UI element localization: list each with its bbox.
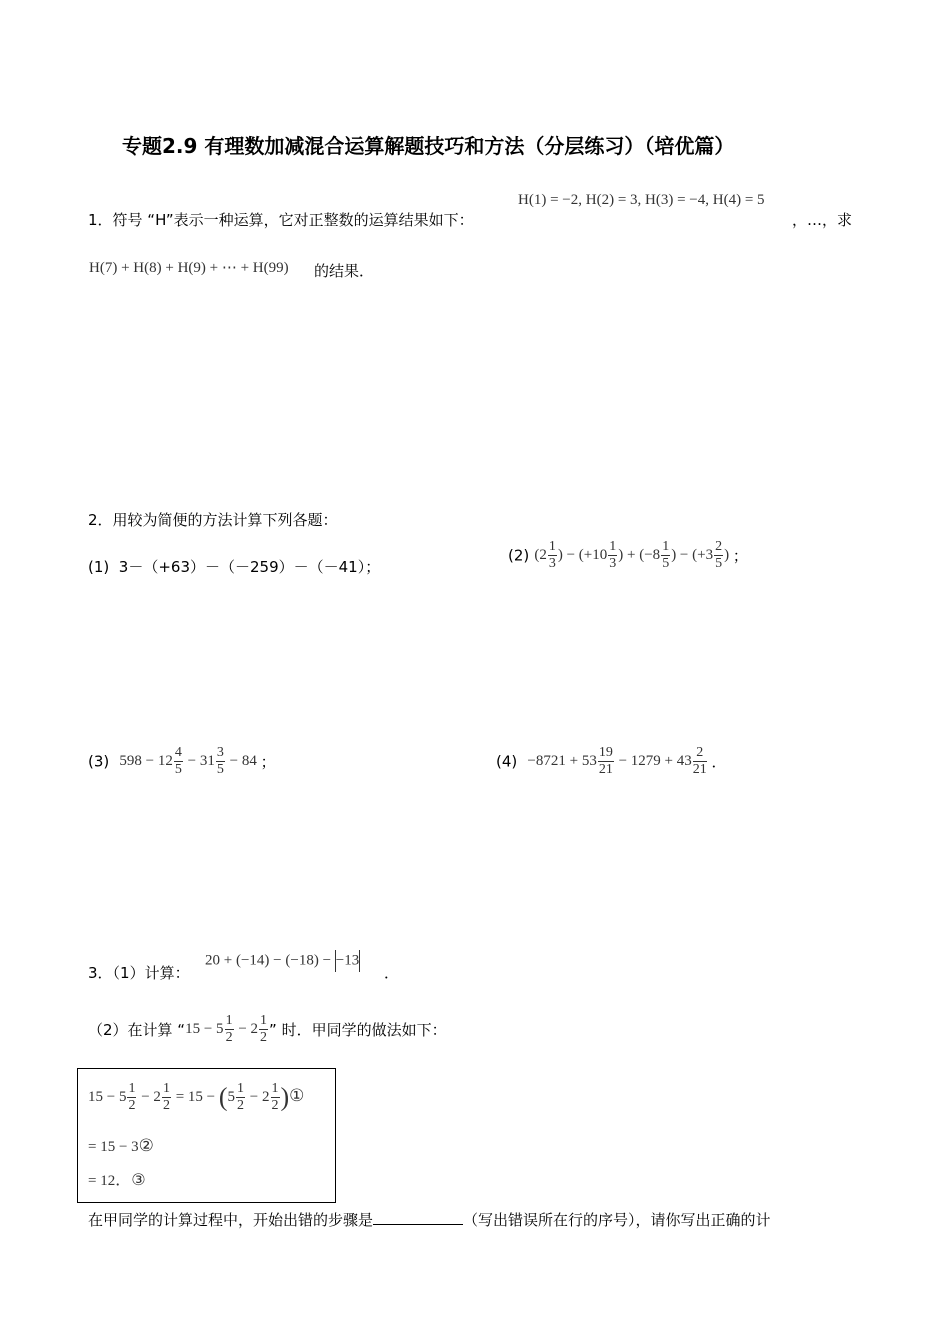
expr-text: = 12 [88,1173,116,1189]
q1-tail2: 的结果． [314,262,375,280]
expr-text: − 84 [225,752,257,769]
q3-part2-expr [185,1013,269,1045]
q2-part3-tail: ； [260,753,276,771]
box-line-2 [88,1136,154,1156]
q2-part3-num: (3) [88,752,110,771]
q3-part2-post: ” 时．甲同学的做法如下： [269,1021,447,1039]
fraction: $\frac{1}{2}$ [162,1081,170,1113]
fraction: $\frac{1}{2}$ [271,1081,279,1113]
expr-text: − 2 [137,1088,161,1105]
expr-text: = 15 − [171,1088,219,1105]
q1-formula2: H(7) + H(8) + H(9) + ⋯ + H(99) [89,260,289,276]
expr-text: −8721 + 53 [527,752,597,769]
expr-text: ) − (+10 [557,546,608,563]
q3-expr1-tail: ． [384,964,400,982]
q3-label: 3．（1）计算： [88,964,190,982]
expr-text: − 1279 + 43 [614,752,692,769]
q2-part4-num: (4) [496,752,518,771]
fraction: $\frac{1}{5}$ [662,539,670,571]
expr-text: − 31 [183,752,215,769]
q2-part1-num: (1) [88,558,110,576]
q2-part2-expr [534,539,733,571]
q2-part4-tail: ． [711,753,727,771]
step-marker: ① [289,1085,305,1106]
fraction: $\frac{1}{2}$ [260,1013,268,1045]
box-line-1 [88,1082,304,1113]
answer-blank[interactable] [373,1210,463,1225]
q2-part3-expr [119,745,260,777]
q1-formula: H(1) = −2, H(2) = 3, H(3) = −4, H(4) = 5 [518,192,765,208]
last-line-pre: 在甲同学的计算过程中，开始出错的步骤是 [88,1211,374,1229]
q2-label: 2．用较为简便的方法计算下列各题： [88,511,338,529]
q3-part2-pre: （2）在计算 “ [88,1021,186,1039]
q1-tail: ，…，求 [792,211,853,229]
expr-text: ) + (−8 [618,546,661,563]
q2-part1 [88,556,380,577]
expr-text: 5 [227,1088,236,1105]
q2-part2-num: (2) [508,546,530,565]
expr-text: 598 − 12 [119,752,173,769]
fraction: $\frac{1}{3}$ [548,539,556,571]
expr-text: 15 − 5 [88,1088,127,1105]
fraction: $\frac{1}{2}$ [128,1081,136,1113]
paren-right: ) [280,1082,290,1112]
fraction: $\frac{1}{2}$ [237,1081,245,1113]
paren-left: ( [218,1082,228,1112]
step-marker: ② [138,1136,154,1156]
q2-part2 [508,540,748,571]
box-line-3 [88,1167,146,1190]
last-line-post: （写出错误所在行的序号），请你写出正确的计 [463,1211,771,1229]
fraction: $\frac{1}{3}$ [609,539,617,571]
expr-text: = 15 − 3 [88,1139,139,1155]
fraction: $\frac{4}{5}$ [174,745,182,777]
step-marker: ．③ [115,1170,146,1189]
expr-text: 20 + (−14) − (−18) − [205,952,332,969]
expr-text: ) [724,546,730,563]
fraction: $\frac{19}{21}$ [598,745,613,777]
q3-last-line [88,1209,771,1230]
expr-text: − 2 [234,1020,259,1037]
q1-label: 1．符号 “H”表示一种运算，它对正整数的运算结果如下： [88,211,474,229]
abs-bar-right [359,950,360,972]
q2-part4-expr [527,745,711,777]
q3-part2 [88,1014,447,1045]
fraction: $\frac{2}{21}$ [692,745,707,777]
q2-part4 [496,746,727,777]
q3-expr1 [205,950,360,972]
expr-text: 15 − 5 [185,1020,224,1037]
fraction: $\frac{2}{5}$ [715,539,723,571]
q2-part2-tail: ； [732,547,748,565]
expr-text: (2 [534,546,547,563]
fraction: $\frac{1}{2}$ [225,1013,233,1045]
page-title: 专题2.9 有理数加减混合运算解题技巧和方法（分层练习）（培优篇） [122,134,735,158]
q2-part1-expr: 3－（+63）－（－259）－（－41）； [118,558,381,576]
fraction: $\frac{3}{5}$ [216,745,224,777]
expr-text: −13 [335,952,360,969]
expr-text: ) − (+3 [671,546,714,563]
q2-part3 [88,746,276,777]
expr-text: − 2 [246,1088,270,1105]
